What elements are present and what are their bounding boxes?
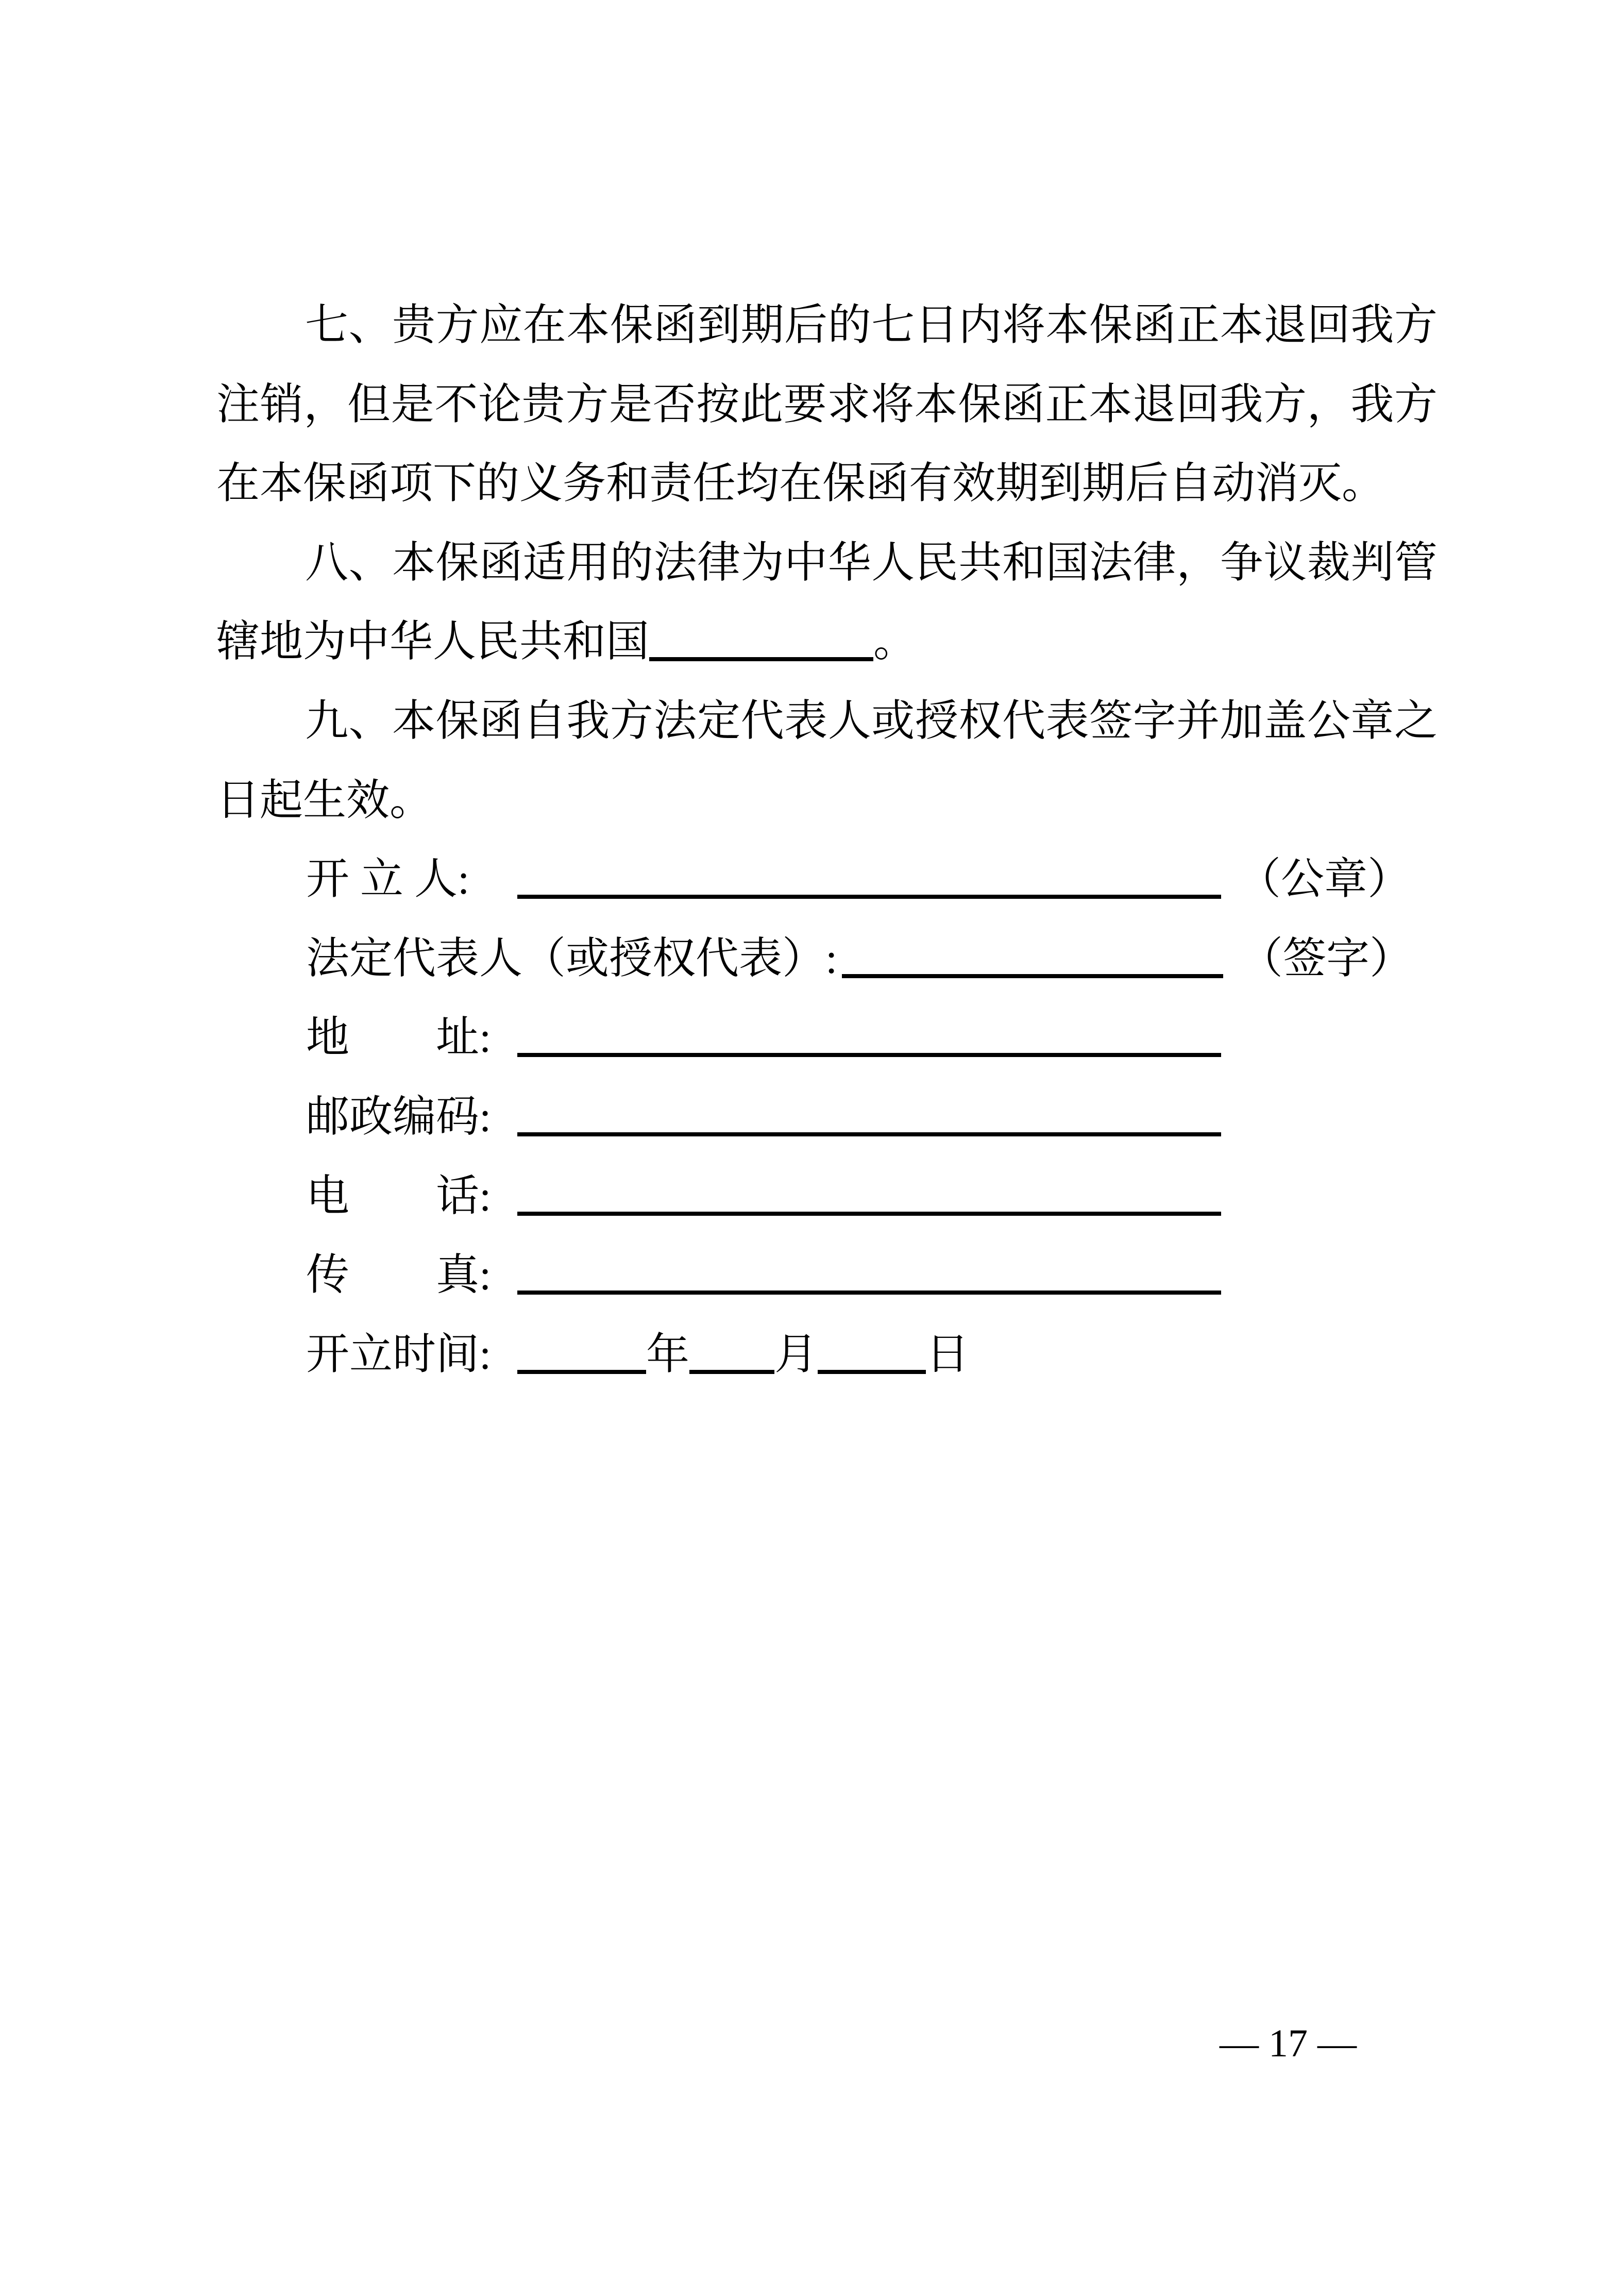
day-blank-line	[818, 1360, 926, 1374]
year-label: 年	[646, 1330, 690, 1379]
clause9-line1: 九、本保函自我方法定代表人或授权代表签字并加盖公章之	[305, 697, 1438, 745]
jurisdiction-blank-line	[649, 647, 873, 661]
fax-blank-line	[517, 1280, 1221, 1295]
page-number: — 17 —	[1220, 2022, 1357, 2065]
clause8-line2	[216, 602, 1438, 682]
phone-row	[216, 1157, 1438, 1236]
clause8-line2-period: 。	[873, 618, 917, 666]
postal-code-label: 邮政编码:	[306, 1093, 492, 1141]
postal-code-blank-line	[517, 1122, 1221, 1136]
clause7-line2: 注销，但是不论贵方是否按此要求将本保函正本退回我方，我方	[216, 380, 1438, 429]
legal-rep-row	[216, 919, 1438, 999]
legal-rep-label: 法定代表人（或授权代表）:	[306, 934, 838, 983]
month-label: 月	[774, 1330, 818, 1379]
clause7-line3: 在本保函项下的义务和责任均在保函有效期到期后自动消灭。	[216, 460, 1385, 508]
fax-row	[216, 1236, 1438, 1315]
opener-label: 开 立 人:	[306, 856, 470, 904]
seal-label: （公章）	[1238, 856, 1411, 904]
postal-code-row	[216, 1078, 1438, 1157]
address-blank-line	[517, 1043, 1221, 1057]
address-label: 地 址:	[306, 1014, 492, 1062]
address-row	[216, 998, 1438, 1078]
issue-date-row	[216, 1315, 1438, 1395]
clause9-line2: 日起生效。	[216, 776, 433, 825]
signature-label: （签字）	[1240, 934, 1413, 983]
clause8-line1: 八、本保函适用的法律为中华人民共和国法律，争议裁判管	[305, 539, 1438, 587]
opener-row	[216, 840, 1438, 919]
clause7-line1: 七、贵方应在本保函到期后的七日内将本保函正本退回我方	[305, 301, 1438, 349]
opener-blank-line	[517, 884, 1221, 899]
phone-blank-line	[517, 1201, 1221, 1216]
fax-label: 传 真:	[306, 1251, 492, 1300]
legal-rep-blank-line	[842, 964, 1223, 978]
document-body	[216, 286, 1438, 1394]
year-blank-line	[517, 1360, 646, 1374]
day-label: 日	[926, 1330, 970, 1379]
phone-label: 电 话:	[306, 1172, 492, 1220]
issue-date-label: 开立时间:	[306, 1330, 492, 1379]
month-blank-line	[689, 1360, 774, 1374]
clause8-line2-text: 辖地为中华人民共和国	[216, 618, 650, 666]
